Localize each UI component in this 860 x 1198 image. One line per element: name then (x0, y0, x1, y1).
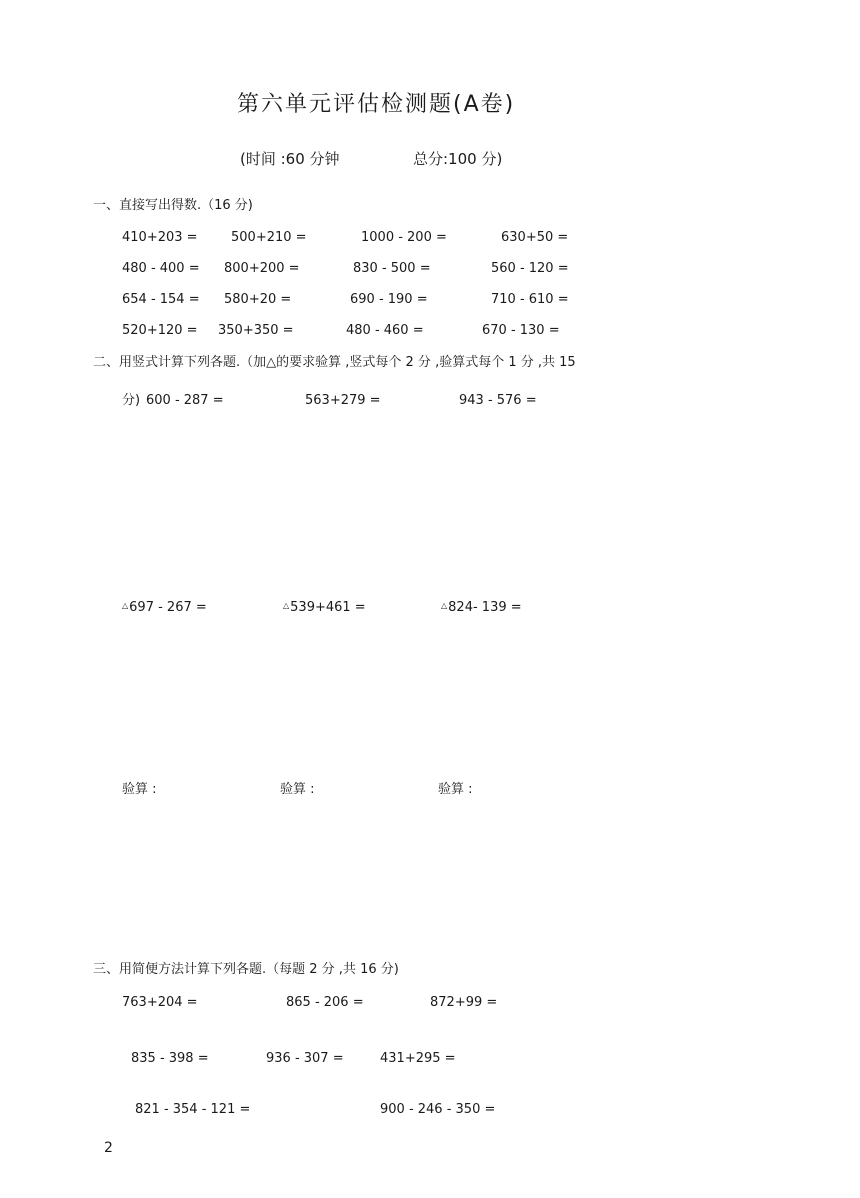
problem: 865 - 206 = (286, 995, 364, 1010)
problem: 821 - 354 - 121 = (135, 1102, 251, 1117)
problem: 800+200 = (224, 261, 300, 276)
problem: 500+210 = (231, 230, 307, 245)
problem-text: 697 - 267 = (129, 600, 207, 615)
section2-heading-cont: 分) (122, 393, 141, 408)
problem: 690 - 190 = (350, 292, 428, 307)
triangle-icon: △ (441, 601, 448, 610)
problem: 520+120 = (122, 323, 198, 338)
problem (283, 601, 366, 614)
section2-heading: 二、用竖式计算下列各题.（加△的要求验算 ,竖式每个 2 分 ,验算式每个 1 分 ,共 15 (93, 355, 576, 370)
problem: 480 - 400 = (122, 261, 200, 276)
problem: 872+99 = (430, 995, 498, 1010)
problem: 410+203 = (122, 230, 198, 245)
score-info: 总分:100 分) (413, 150, 503, 168)
triangle-icon: △ (283, 601, 290, 610)
problem: 563+279 = (305, 393, 381, 408)
page-number: 2 (104, 1140, 113, 1156)
page-title: 第六单元评估检测题(A卷) (237, 92, 516, 117)
problem: 936 - 307 = (266, 1051, 344, 1066)
problem: 654 - 154 = (122, 292, 200, 307)
problem: 600 - 287 = (146, 393, 224, 408)
problem: 350+350 = (218, 323, 294, 338)
problem: 480 - 460 = (346, 323, 424, 338)
time-info: (时间 :60 分钟 (240, 150, 340, 168)
triangle-icon: △ (122, 601, 129, 610)
problem: 830 - 500 = (353, 261, 431, 276)
problem: 943 - 576 = (459, 393, 537, 408)
problem: 900 - 246 - 350 = (380, 1102, 496, 1117)
problem: 580+20 = (224, 292, 292, 307)
check-label: 验算 : (122, 782, 157, 797)
check-label: 验算 : (438, 782, 473, 797)
section1-heading: 一、直接写出得数.（16 分) (93, 198, 253, 213)
problem: 670 - 130 = (482, 323, 560, 338)
problem (441, 601, 522, 614)
problem: 1000 - 200 = (361, 230, 447, 245)
problem: 835 - 398 = (131, 1051, 209, 1066)
check-label: 验算 : (280, 782, 315, 797)
problem: 431+295 = (380, 1051, 456, 1066)
problem-text: 824- 139 = (448, 600, 522, 615)
section3-heading: 三、用简便方法计算下列各题.（每题 2 分 ,共 16 分) (93, 962, 399, 977)
problem: 763+204 = (122, 995, 198, 1010)
problem (122, 601, 207, 614)
problem: 710 - 610 = (491, 292, 569, 307)
problem: 630+50 = (501, 230, 569, 245)
problem-text: 539+461 = (290, 600, 366, 615)
problem: 560 - 120 = (491, 261, 569, 276)
